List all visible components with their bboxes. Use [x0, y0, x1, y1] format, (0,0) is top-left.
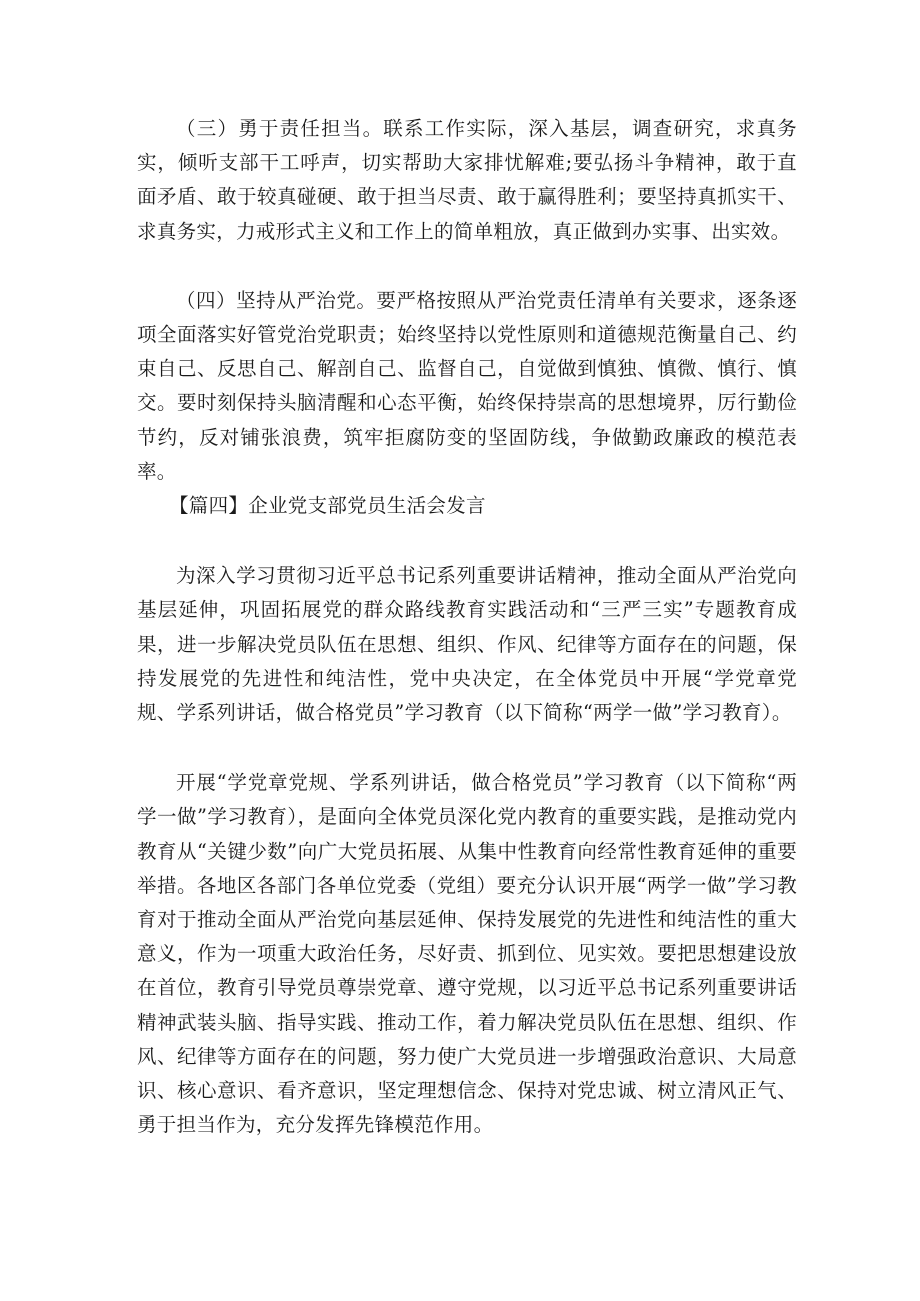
- document-body: [137, 112, 797, 1142]
- paragraph-responsibility: （三）勇于责任担当。联系工作实际，深入基层，调查研究，求真务实，倾听支部干工呼声，切实帮助大家排忧解难;要弘扬斗争精神，敢于直面矛盾、敢于较真碰硬、敢于担当尽责、敢于赢得胜利；要坚持真抓实干、求真务实，力戒形式主义和工作上的简单粗放，真正做到办实事、出实效。: [137, 117, 797, 243]
- section-heading: 【篇四】企业党支部党员生活会发言: [169, 494, 486, 518]
- paragraph-study-intro: 为深入学习贯彻习近平总书记系列重要讲话精神，推动全面从严治党向基层延伸，巩固拓展党的群众路线教育实践活动和“三严三实”专题教育成果，进一步解决党员队伍在思想、组织、作风、纪律等方面存在的问题，保持发展党的先进性和纯洁性，党中央决定，在全体党员中开展“学党章党规、学系列讲话，做合格党员”学习教育（以下简称“两学一做”学习教育）。: [137, 564, 797, 725]
- paragraph-study-significance: 开展“学党章党规、学系列讲话，做合格党员”学习教育（以下简称“两学一做”学习教育），是面向全体党员深化党内教育的重要实践，是推动党内教育从“关键少数”向广大党员拓展、从集中性教育向经常性教育延伸的重要举措。各地区各部门各单位党委（党组）要充分认识开展“两学一做”学习教育对于推动全面从严治党向基层延伸、保持发展党的先进性和纯洁性的重大意义，作为一项重大政治任务，尽好责、抓到位、见实效。要把思想建设放在首位，教育引导党员尊崇党章、遵守党规，以习近平总书记系列重要讲话精神武装头脑、指导实践、推动工作，着力解决党员队伍在思想、组织、作风、纪律等方面存在的问题，努力使广大党员进一步增强政治意识、大局意识、核心意识、看齐意识，坚定理想信念、保持对党忠诚、树立清风正气、勇于担当作为，充分发挥先锋模范作用。: [137, 771, 797, 1137]
- paragraph-strict-governance: （四）坚持从严治党。要严格按照从严治党责任清单有关要求，逐条逐项全面落实好管党治党职责；始终坚持以党性原则和道德规范衡量自己、约束自己、反思自己、解剖自己、监督自己，自觉做到慎独、慎微、慎行、慎交。要时刻保持头脑清醒和心态平衡，始终保持崇高的思想境界，厉行勤俭节约，反对铺张浪费，筑牢拒腐防变的坚固防线，争做勤政廉政的模范表率。: [137, 288, 797, 483]
